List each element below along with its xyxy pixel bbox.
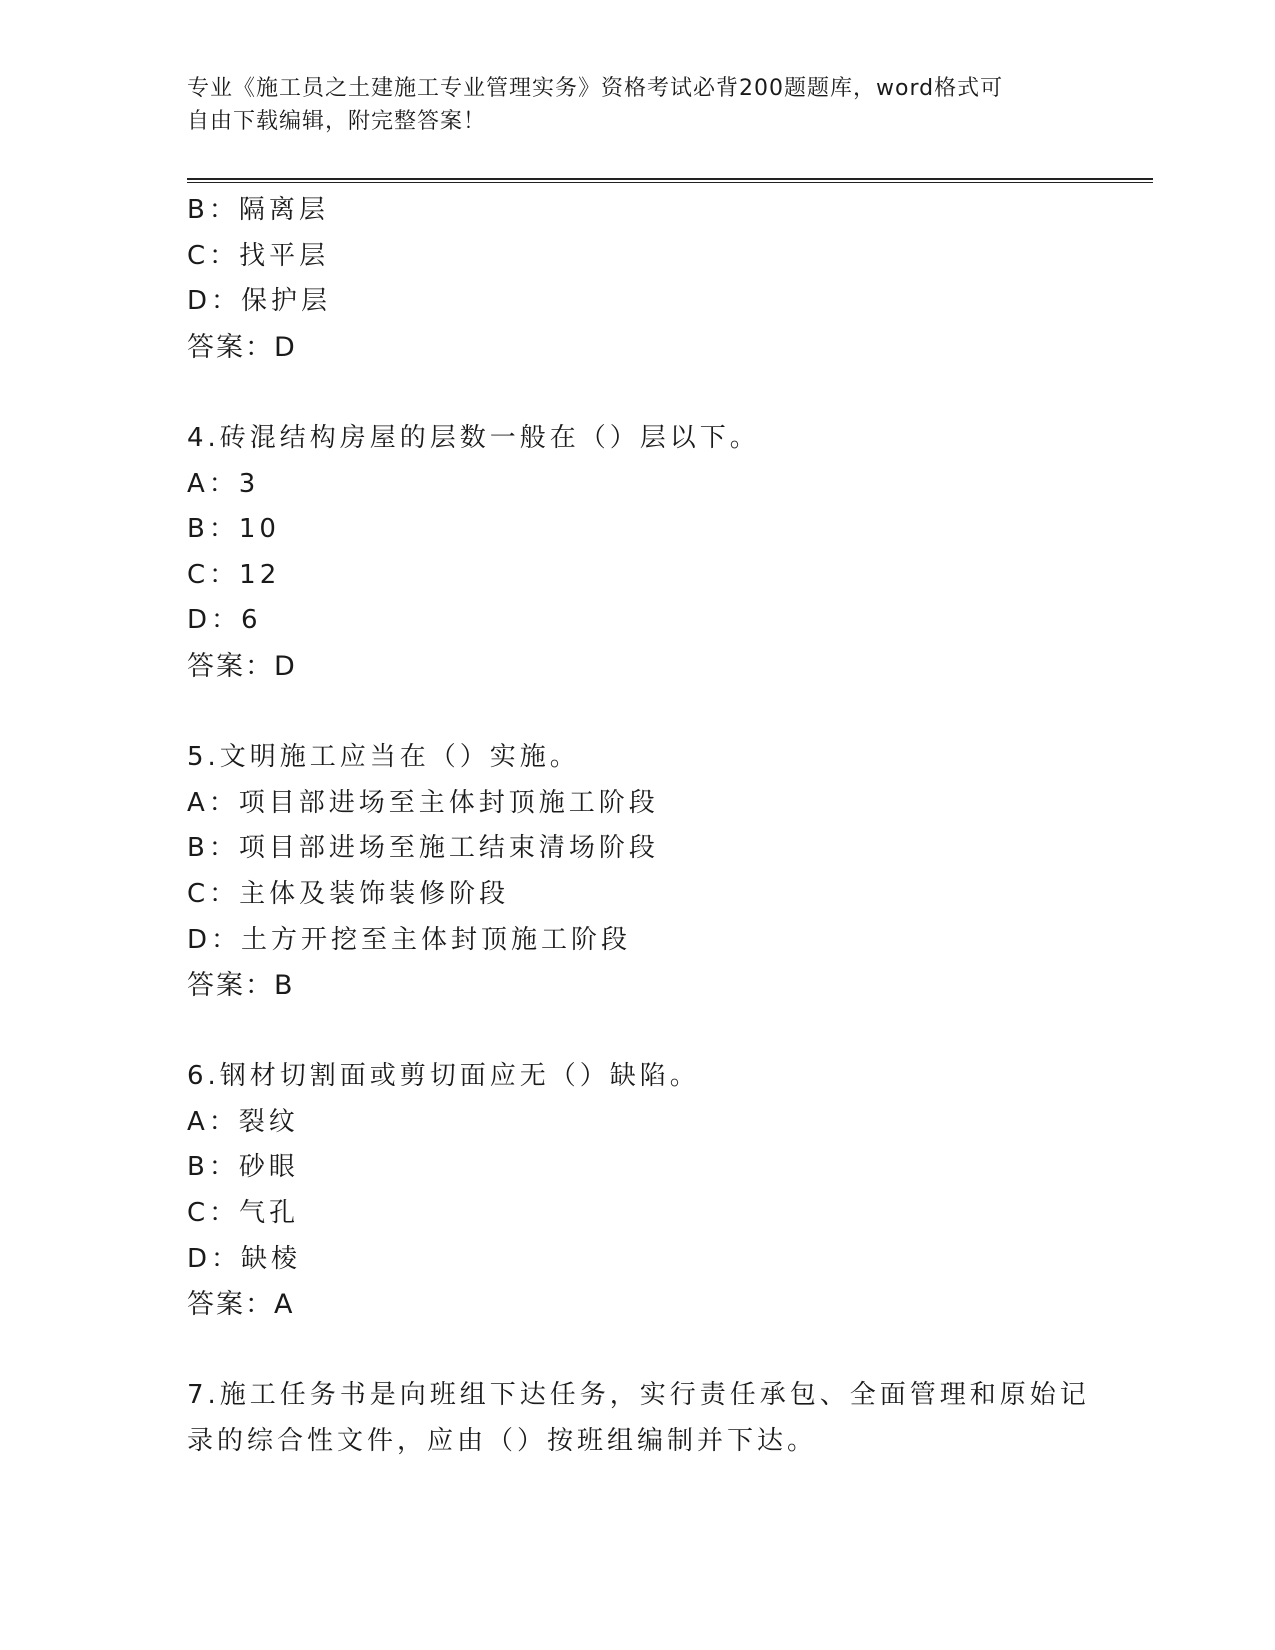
option-d: D：保护层 xyxy=(187,286,332,317)
option-b: B：砂眼 xyxy=(187,1152,299,1183)
question-text-line-1: 7.施工任务书是向班组下达任务，实行责任承包、全面管理和原始记 xyxy=(187,1380,1090,1411)
spacer xyxy=(187,1009,1127,1055)
document-header xyxy=(187,72,1087,138)
option-a: A：3 xyxy=(187,468,260,499)
option-b: B：隔离层 xyxy=(187,195,329,225)
answer: 答案：D xyxy=(187,650,297,682)
option-d: D：缺棱 xyxy=(187,1243,302,1274)
question-text: 5.文明施工应当在（）实施。 xyxy=(187,742,580,773)
header-rule-thin xyxy=(187,182,1153,183)
question-5 xyxy=(187,735,1127,1009)
question-text-line-2: 录的综合性文件，应由（）按班组编制并下达。 xyxy=(187,1426,818,1457)
option-b: B：10 xyxy=(187,514,280,545)
question-3 xyxy=(187,188,1127,370)
option-b: B：项目部进场至施工结束清场阶段 xyxy=(187,833,659,864)
option-d: D：土方开挖至主体封顶施工阶段 xyxy=(187,924,632,955)
option-c: C：12 xyxy=(187,559,281,590)
header-rule-thick xyxy=(187,178,1153,180)
answer: 答案：D xyxy=(187,331,297,363)
question-list xyxy=(187,188,1127,1465)
spacer xyxy=(187,1328,1127,1374)
option-d: D：6 xyxy=(187,605,262,636)
option-c: C：找平层 xyxy=(187,240,330,271)
question-text: 4.砖混结构房屋的层数一般在（）层以下。 xyxy=(187,422,760,453)
spacer xyxy=(187,370,1127,416)
question-text: 6.钢材切割面或剪切面应无（）缺陷。 xyxy=(187,1061,700,1092)
option-a: A：裂纹 xyxy=(187,1106,299,1137)
question-6 xyxy=(187,1054,1127,1328)
option-c: C：主体及装饰装修阶段 xyxy=(187,878,510,909)
header-line-2: 自由下载编辑，附完整答案！ xyxy=(187,109,487,134)
header-line-1: 专业《施工员之土建施工专业管理实务》资格考试必背200题题库，word格式可 xyxy=(187,76,1004,101)
question-4 xyxy=(187,416,1127,690)
option-c: C：气孔 xyxy=(187,1198,300,1229)
answer: 答案：A xyxy=(187,1289,295,1321)
option-a: A：项目部进场至主体封顶施工阶段 xyxy=(187,787,659,818)
spacer xyxy=(187,690,1127,736)
question-7 xyxy=(187,1373,1127,1464)
answer: 答案：B xyxy=(187,970,295,1002)
